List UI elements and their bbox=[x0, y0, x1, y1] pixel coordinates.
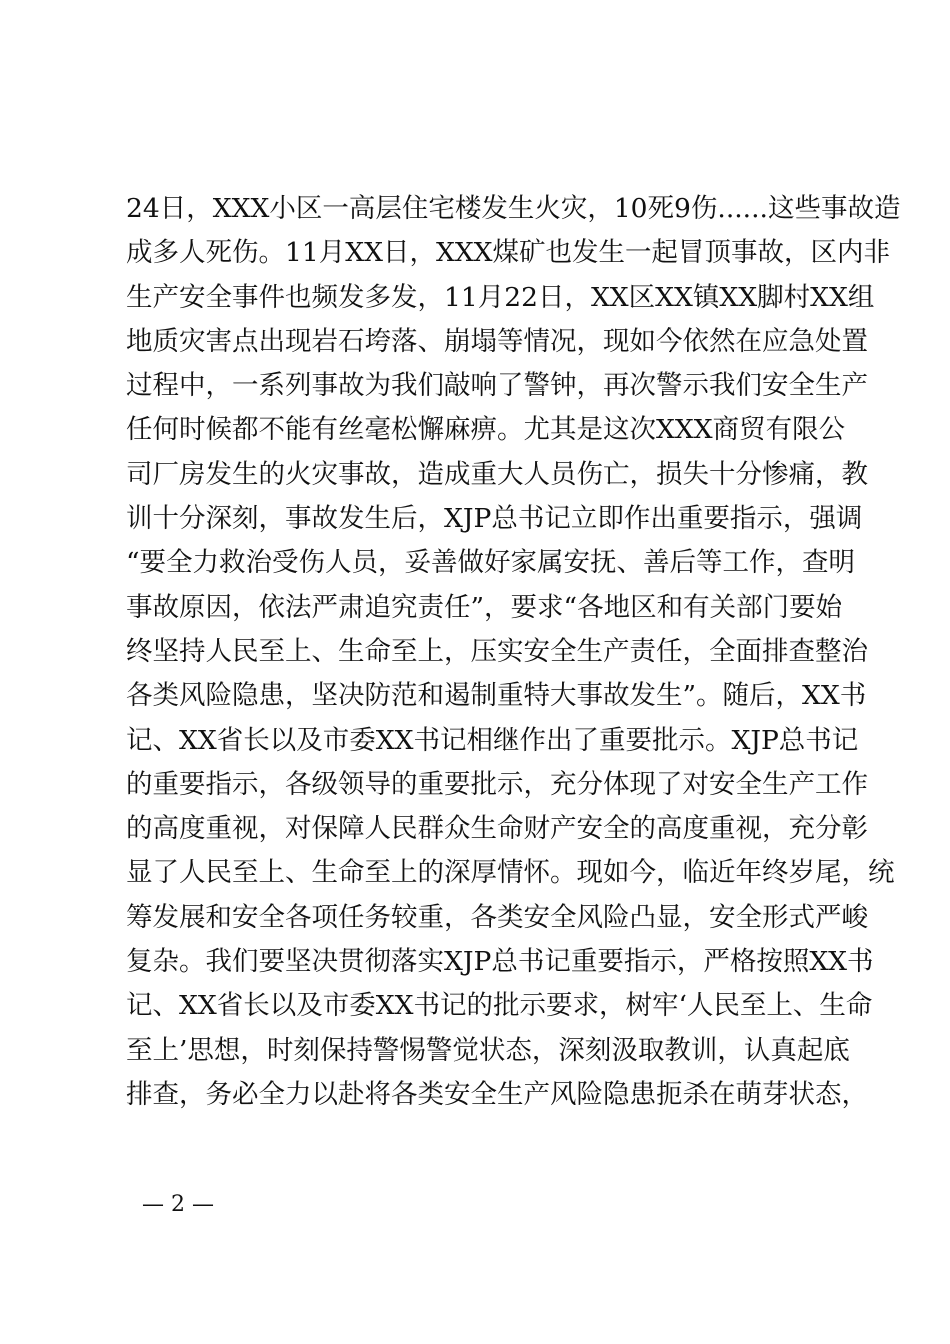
text-line: 各类风险隐患，坚决防范和遏制重特大事故发生”。随后，XX书 bbox=[126, 680, 867, 712]
text-line: 至上’思想，时刻保持警惕警觉状态，深刻汲取教训，认真起底 bbox=[126, 1034, 850, 1066]
text-line: 筹发展和安全各项任务较重，各类安全风险凸显，安全形式严峻 bbox=[126, 901, 868, 933]
text-line: 成多人死伤。11月XX日，XXX煤矿也发生一起冒顶事故，区内非 bbox=[126, 237, 891, 269]
text-line: 终坚持人民至上、生命至上，压实安全生产责任，全面排查整治 bbox=[126, 635, 868, 667]
text-line: 过程中，一系列事故为我们敲响了警钟，再次警示我们安全生产 bbox=[126, 370, 868, 402]
text-line: 24日，XXX小区一高层住宅楼发生火灾，10死9伤......这些事故造 bbox=[126, 193, 901, 224]
body-paragraph bbox=[126, 187, 901, 1117]
text-line: 司厂房发生的火灾事故，造成重大人员伤亡，损失十分惨痛，教 bbox=[126, 458, 868, 490]
text-line: 事故原因，依法严肃追究责任”，要求“各地区和有关部门要始 bbox=[126, 591, 843, 623]
text-line: 记、XX省长以及市委XX书记的批示要求，树牢‘人民至上、生命 bbox=[126, 990, 873, 1022]
text-line: 排查，务必全力以赴将各类安全生产风险隐患扼杀在萌芽状态， bbox=[126, 1078, 868, 1110]
text-line: 训十分深刻，事故发生后，XJP总书记立即作出重要指示，强调 bbox=[126, 503, 863, 535]
text-line: 显了人民至上、生命至上的深厚情怀。现如今，临近年终岁尾，统 bbox=[126, 857, 895, 889]
text-line: 任何时候都不能有丝毫松懈麻痹。尤其是这次XXX商贸有限公 bbox=[126, 414, 846, 446]
text-line: 的高度重视，对保障人民群众生命财产安全的高度重视，充分彰 bbox=[126, 813, 868, 845]
text-line: “要全力救治受伤人员，妥善做好家属安抚、善后等工作，查明 bbox=[126, 547, 856, 579]
page-number: — 2 — bbox=[142, 1192, 214, 1217]
text-line: 记、XX省长以及市委XX书记相继作出了重要批示。XJP总书记 bbox=[126, 724, 859, 756]
text-line: 生产安全事件也频发多发，11月22日，XX区XX镇XX脚村XX组 bbox=[126, 281, 875, 313]
text-line: 的重要指示，各级领导的重要批示，充分体现了对安全生产工作 bbox=[126, 768, 868, 800]
text-line: 复杂。我们要坚决贯彻落实XJP总书记重要指示，严格按照XX书 bbox=[126, 946, 874, 978]
text-line: 地质灾害点出现岩石垮落、崩塌等情况，现如今依然在应急处置 bbox=[126, 325, 868, 357]
